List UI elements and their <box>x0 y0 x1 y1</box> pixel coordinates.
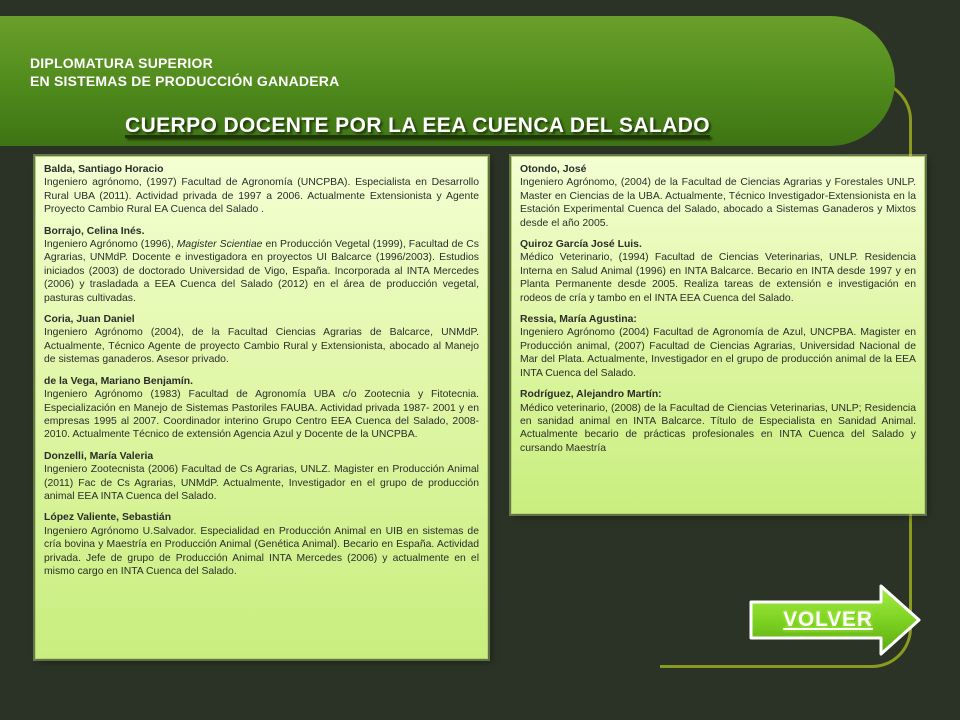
faculty-description: Ingeniero Agrónomo U.Salvador. Especialidad en Producción Animal en UIB en sistemas de cría bovina y Maestría en Producción Animal (Genética Animal). Becario en España. Actividad privada. Jefe de grupo de Producción Animal INTA Mercedes (2006) y actualmente en el mismo cargo en INTA Cuenca del Salado. <box>44 525 479 577</box>
faculty-name: de la Vega, Mariano Benjamín. <box>44 375 193 387</box>
faculty-description: Ingeniero Agrónomo, (2004) de la Facultad de Ciencias Agrarias y Forestales UNLP. Master en Ciencias de la UBA. Actualmente, Técnico Investigador-Extensionista en la Estación Experimental Cuenca del Salado, abocado a Sistemas Ganaderos y Mixtos desde el año 2005. <box>520 177 916 229</box>
faculty-name: Coria, Juan Daniel <box>44 314 135 326</box>
faculty-panel-left <box>35 156 488 659</box>
header-banner <box>0 16 895 146</box>
faculty-description <box>44 238 479 305</box>
faculty-description: Ingeniero Agrónomo (2004), de la Facultad Ciencias Agrarias de Balcarce, UNMdP. Actualmente, Técnico Agente de proyecto Cambio Rural y Extensionista, abocado al Manejo de sistemas ganaderos. Asesor privado. <box>44 327 479 366</box>
faculty-name: Quiroz García José Luis. <box>520 239 642 251</box>
faculty-description-part: Ingeniero Agrónomo (1996), <box>44 239 177 251</box>
faculty-entry <box>520 313 916 380</box>
faculty-name: López Valiente, Sebastián <box>44 512 172 524</box>
faculty-description-part: en Producción Vegetal (1999), Facultad de Cs Agrarias, UNMdP. Docente e investigadora en proyectos UI Balcarce (1996/2003). Estudios iniciados (2003) de doctorado Universidad de Vigo, España. Incorporada al INTA Mercedes (2006) y trasladada a EEA Cuenca del Salado (2012) en el área de producción vegetal, pasturas cultivadas. <box>44 239 479 304</box>
faculty-description: Ingeniero Agrónomo (2004) Facultad de Agronomía de Azul, UNCPBA. Magister en Producción animal, (2007) Facultad de Ciencias Agrarias, Universidad Nacional de Mar del Plata. Actualmente, Investigador en el grupo de producción animal de la EEA INTA Cuenca del Salado. <box>520 327 916 379</box>
faculty-entry <box>44 313 479 367</box>
faculty-entry <box>44 163 479 217</box>
faculty-name: Donzelli, María Valeria <box>44 450 154 462</box>
faculty-name: Otondo, José <box>520 164 587 175</box>
faculty-entry <box>44 225 479 305</box>
volver-label[interactable]: VOLVER <box>783 608 873 631</box>
program-title <box>30 54 339 90</box>
faculty-name: Borrajo, Celina Inés. <box>44 225 145 237</box>
page-title: CUERPO DOCENTE POR LA EEA CUENCA DEL SALADO <box>125 114 711 137</box>
faculty-entry <box>520 238 916 305</box>
faculty-name: Balda, Santiago Horacio <box>44 164 164 175</box>
faculty-description-italic: Magister Scientiae <box>176 239 263 251</box>
faculty-entry <box>520 163 916 230</box>
faculty-description: Ingeniero agrónomo, (1997) Facultad de Agronomía (UNCPBA). Especialista en Desarrollo Rural UBA (2011). Actividad privada de 1997 a 2006. Actualmente Extensionista y Agente Proyecto Cambio Rural EA Cuenca del Salado . <box>44 177 479 216</box>
volver-button[interactable] <box>747 582 923 658</box>
faculty-name: Rodríguez, Alejandro Martín: <box>520 389 662 401</box>
faculty-panel-right <box>511 156 925 514</box>
faculty-description: Ingeniero Agrónomo (1983) Facultad de Agronomía UBA c/o Zootecnia y Fitotecnia. Especialización en Manejo de Sistemas Pastoriles FAUBA. Actividad privada 1987- 2001 y en empresas 1995 al 2007. Coordinador interino Grupo Centro EEA Cuenca del Salado, 2008-2010. Actualmente Técnico de extensión Agencia Azul y Docente de la UNCPBA. <box>44 389 479 441</box>
program-title-line1: DIPLOMATURA SUPERIOR <box>30 55 213 71</box>
program-title-line2: EN SISTEMAS DE PRODUCCIÓN GANADERA <box>30 73 340 89</box>
faculty-entry <box>44 511 479 578</box>
faculty-description: Médico veterinario, (2008) de la Facultad de Ciencias Veterinarias, UNLP; Residencia en sanidad animal en INTA Balcarce. Título de Especialista en Sanidad Animal. Actualmente becario de prácticas profesionales en INTA Cuenca del Salado y cursando Maestría <box>520 402 916 454</box>
faculty-name: Ressia, María Agustina: <box>520 314 637 326</box>
faculty-description: Ingeniero Zootecnista (2006) Facultad de Cs Agrarias, UNLZ. Magister en Producción Animal (2011) Fac de Cs Agrarias, UNMdP. Actualmente, Investigador en el grupo de producción animal EEA INTA Cuenca del Salado. <box>44 464 479 502</box>
faculty-entry <box>44 450 479 504</box>
faculty-entry <box>520 388 916 455</box>
faculty-description: Médico Veterinario, (1994) Facultad de Ciencias Veterinarias, UNLP. Residencia Interna en Salud Animal (1996) en INTA Balcarce. Becario en INTA desde 1997 y en Planta Permanente desde 2005. Realiza tareas de extensión e investigación en rodeos de cría y tambo en el INTA EEA Cuenca del Salado. <box>520 252 916 304</box>
faculty-entry <box>44 375 479 442</box>
